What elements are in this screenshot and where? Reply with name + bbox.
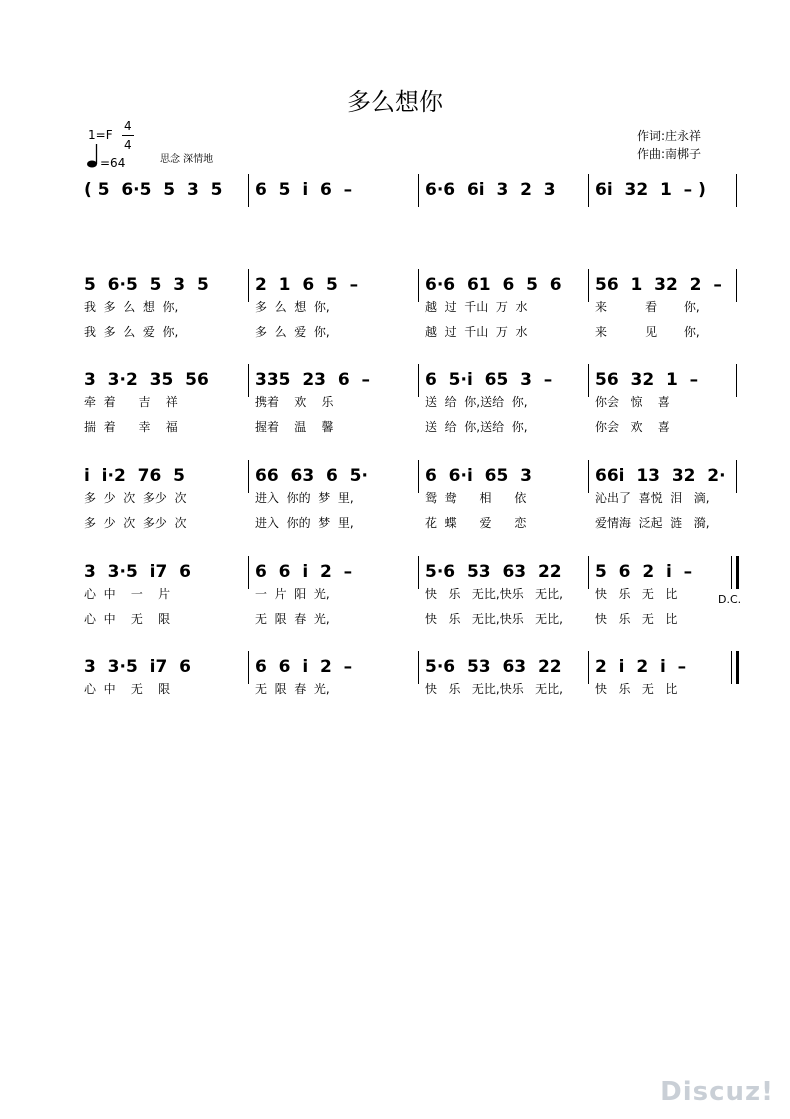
lyric-segment: 携着 欢 乐 [255,395,334,409]
measure-notes: 3 3·5 i7 6 [84,562,191,582]
lyric-segment: 多 少 次 多少 次 [84,516,187,530]
time-signature-bottom: 4 [124,138,132,152]
barline [248,556,249,589]
mood-marking: 思念 深情地 [160,154,214,165]
barline [418,556,419,589]
lyric-segment: 心 中 无 限 [84,682,171,696]
watermark: Discuz! [660,1077,774,1107]
lyric-segment: 送 给 你,送给 你, [425,395,528,409]
tempo: =64 [100,156,126,170]
measure-notes: 56 32 1 – [595,370,699,390]
lyric-segment: 鸳 鸯 相 依 [425,491,527,505]
measure-notes: 5·6 53 63 22 [425,562,562,582]
lyric-segment: 来 看 你, [595,300,700,314]
lyric-segment: 多 么 爱 你, [255,325,330,339]
lyric-segment: 多 少 次 多少 次 [84,491,187,505]
lyric-segment: 沁出了 喜悦 泪 滴, [595,491,710,505]
barline [736,174,737,207]
lyric-segment: 越 过 千山 万 水 [425,325,528,339]
lyric-segment: 快 乐 无 比 [595,587,678,601]
key-signature: 1=F [88,128,113,142]
final-barline [736,556,739,589]
measure-notes: 3 3·5 i7 6 [84,657,191,677]
time-signature-divider [122,135,134,136]
composer-credit: 作曲:南梆子 [637,147,702,161]
measure-notes: 2 i 2 i – [595,657,687,677]
barline [418,269,419,302]
barline [418,460,419,493]
measure-notes: 5 6 2 i – [595,562,693,582]
measure-notes: 6 6·i 65 3 [425,466,532,486]
lyricist-credit: 作词:庄永祥 [637,129,702,143]
measure-notes: 66i 13 32 2· [595,466,726,486]
lyric-segment: 快 乐 无 比 [595,612,678,626]
measure-notes: 6 5·i 65 3 – [425,370,553,390]
barline [248,651,249,684]
measure-notes: 6 5 i 6 – [255,180,353,200]
lyric-segment: 送 给 你,送给 你, [425,420,528,434]
barline [736,364,737,397]
da-capo-mark: D.C. [718,593,742,606]
barline [418,364,419,397]
measure-notes: 6 6 i 2 – [255,562,353,582]
lyric-segment: 一 片 阳 光, [255,587,330,601]
lyric-segment: 无 限 春 光, [255,682,330,696]
measure-notes: 6·6 61 6 5 6 [425,275,562,295]
lyric-segment: 你会 欢 喜 [595,420,670,434]
lyric-segment: 进入 你的 梦 里, [255,516,354,530]
measure-notes: 6·6 6i 3 2 3 [425,180,556,200]
lyric-segment: 揣 着 幸 福 [84,420,178,434]
lyric-segment: 心 中 一 片 [84,587,171,601]
lyric-segment: 快 乐 无 比 [595,682,678,696]
lyric-segment: 来 见 你, [595,325,700,339]
lyric-segment: 你会 惊 喜 [595,395,670,409]
lyric-segment: 无 限 春 光, [255,612,330,626]
barline [736,269,737,302]
barline [248,174,249,207]
barline [588,460,589,493]
measure-notes: ( 5 6·5 5 3 5 [84,180,223,200]
final-barline [736,651,739,684]
barline [588,269,589,302]
barline [248,460,249,493]
measure-notes: 2 1 6 5 – [255,275,359,295]
barline [248,269,249,302]
lyric-segment: 快 乐 无比,快乐 无比, [425,682,563,696]
lyric-segment: 快 乐 无比,快乐 无比, [425,612,563,626]
lyric-segment: 握着 温 馨 [255,420,334,434]
song-title: 多么想你 [347,88,443,116]
measure-notes: 66 63 6 5· [255,466,368,486]
lyric-segment: 我 多 么 爱 你, [84,325,179,339]
measure-notes: 5 6·5 5 3 5 [84,275,209,295]
lyric-segment: 越 过 千山 万 水 [425,300,528,314]
lyric-segment: 爱情海 泛起 涟 漪, [595,516,710,530]
barline [588,556,589,589]
lyric-segment: 快 乐 无比,快乐 无比, [425,587,563,601]
measure-notes: 6i 32 1 – ) [595,180,706,200]
measure-notes: 6 6 i 2 – [255,657,353,677]
barline [731,556,732,589]
lyric-segment: 心 中 无 限 [84,612,171,626]
lyric-segment: 多 么 想 你, [255,300,330,314]
barline [418,651,419,684]
measure-notes: 3 3·2 35 56 [84,370,209,390]
measure-notes: 5·6 53 63 22 [425,657,562,677]
barline [736,460,737,493]
barline [588,364,589,397]
lyric-segment: 我 多 么 想 你, [84,300,179,314]
lyric-segment: 进入 你的 梦 里, [255,491,354,505]
barline [588,174,589,207]
time-signature-top: 4 [124,119,132,133]
barline [588,651,589,684]
barline [418,174,419,207]
measure-notes: 56 1 32 2 – [595,275,722,295]
quarter-note-icon [86,143,100,169]
lyric-segment: 牵 着 吉 祥 [84,395,178,409]
barline [248,364,249,397]
barline [731,651,732,684]
lyric-segment: 花 蝶 爱 恋 [425,516,527,530]
measure-notes: 335 23 6 – [255,370,370,390]
measure-notes: i i·2 76 5 [84,466,185,486]
